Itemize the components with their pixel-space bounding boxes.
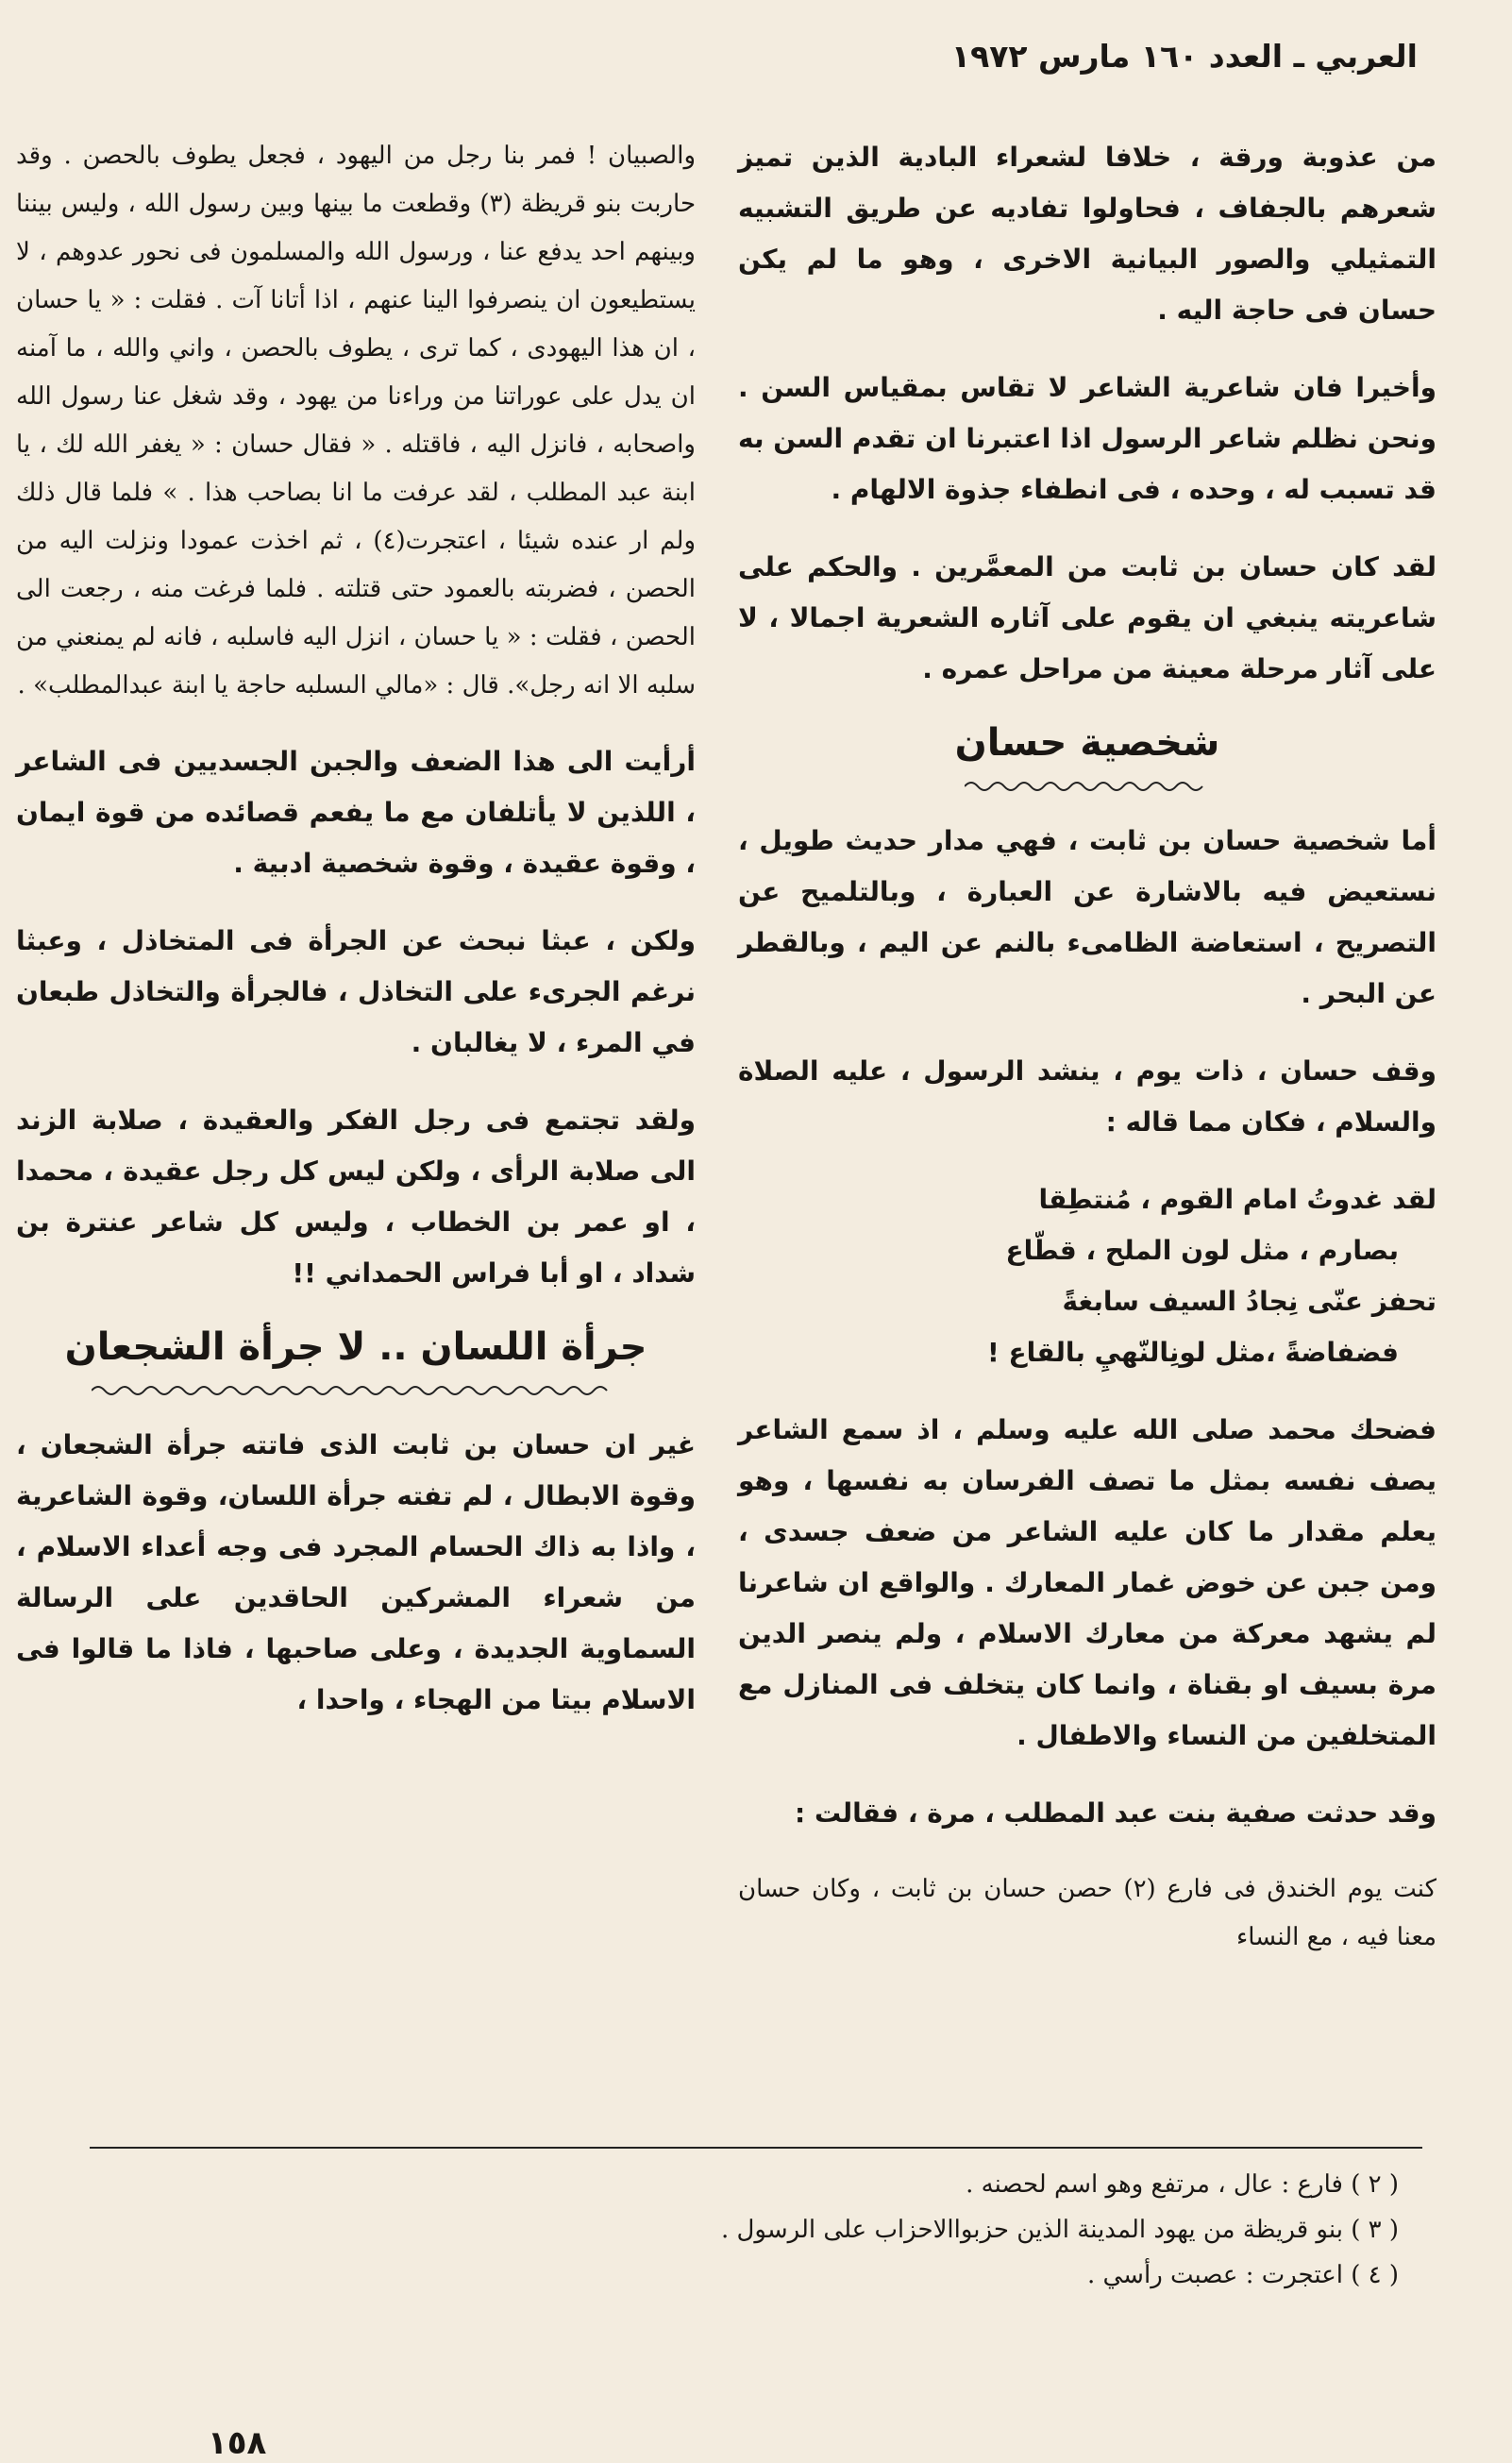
paragraph: وقف حسان ، ذات يوم ، ينشد الرسول ، عليه الصلاة والسلام ، فكان مما قاله :	[738, 1055, 1436, 1138]
paragraph: وقد حدثت صفية بنت عبد المطلب ، مرة ، فقالت :	[795, 1797, 1436, 1829]
poem	[738, 1174, 1436, 1378]
page-number: ١٥٨	[208, 2424, 267, 2462]
quote-paragraph: كنت يوم الخندق فى فارع (٢) حصن حسان بن ثابت ، وكان حسان معنا فيه ، مع النساء	[738, 1875, 1437, 1951]
heading-underline-ornament	[965, 778, 1210, 795]
poem-line: تحفز عنّى نِجادُ السيف سابغةً	[1062, 1286, 1436, 1317]
section-heading: شخصية حسان	[954, 721, 1220, 765]
paragraph: ولقد تجتمع فى رجل الفكر والعقيدة ، صلابة الزند الى صلابة الرأى ، ولكن ليس كل رجل عقيدة ، محمدا ، او عمر بن الخطاب ، وليس كل شاعر عنترة بن شداد ، او أبا فراس الحمداني !!	[16, 1105, 696, 1289]
footnote: ( ٢ ) فارع : عال ، مرتفع وهو اسم لحصنه .	[966, 2170, 1399, 2199]
paragraph: ولكن ، عبثا نبحث عن الجرأة فى المتخاذل ، وعبثا نرغم الجرىء على التخاذل ، فالجرأة والتخاذل طبعان في المرء ، لا يغالبان .	[16, 925, 696, 1058]
quote-paragraph: والصبيان ! فمر بنا رجل من اليهود ، فجعل يطوف بالحصن . وقد حاربت بنو قريظة (٣) وقطعت ما بينها وبين رسول الله ، وليس بيننا وبينهم احد يدفع عنا ، ورسول الله والمسلمون فى نحور عدوهم ، لا يستطيعون ان ينصرفوا الينا عنهم ، اذا أتانا آت . فقلت : « يا حسان ، ان هذا اليهودى ، كما ترى ، يطوف بالحصن ، واني والله ، ما آمنه ان يدل على عوراتنا من وراءنا من يهود ، وقد شغل عنا رسول الله واصحابه ، فانزل اليه ، فاقتله . « فقال حسان : « يغفر الله لك ، يا ابنة عبد المطلب ، لقد عرفت ما انا بصاحب هذا . » فلما قال ذلك ولم ار عنده شيئا ، اعتجرت(٤) ، ثم اخذت عمودا ونزلت اليه من الحصن ، فضربته بالعمود حتى قتلته . فلما فرغت منه ، رجعت الى الحصن ، فقلت : « يا حسان ، انزل اليه فاسلبه ، فانه لم يمنعني من سلبه الا انه رجل». قال : «مالي الىسلبه حاجة يا ابنة عبدالمطلب» .	[16, 142, 697, 700]
footnote-divider	[90, 2147, 1422, 2149]
paragraph: لقد كان حسان بن ثابت من المعمَّرين . والحكم على شاعريته ينبغي ان يقوم على آثاره الشعرية اجمالا ، لا على آثار مرحلة معينة من مراحل عمره .	[738, 551, 1436, 684]
section-heading: جرأة اللسان .. لا جرأة الشجعان	[64, 1325, 647, 1369]
page-header: العربي ـ العدد ١٦٠ مارس ١٩٧٢	[950, 38, 1418, 75]
footnotes	[96, 2162, 1399, 2298]
paragraph: فضحك محمد صلى الله عليه وسلم ، اذ سمع الشاعر يصف نفسه بمثل ما تصف الفرسان به نفسها ، وهو يعلم مقدار ما كان عليه الشاعر من ضعف جسدى ، ومن جبن عن خوض غمار المعارك . والواقع ان شاعرنا لم يشهد معركة من معارك الاسلام ، ولم ينصر الدين مرة بسيف او بقناة ، وانما كان يتخلف فى المنازل مع المتخلفين من النساء والاطفال .	[738, 1414, 1436, 1751]
right-column	[738, 132, 1436, 1988]
footnote: ( ٤ ) اعتجرت : عصبت رأسي .	[1086, 2261, 1399, 2289]
left-column	[16, 132, 696, 1752]
paragraph: غير ان حسان بن ثابت الذى فاتته جرأة الشجعان ، وقوة الابطال ، لم تفته جرأة اللسان، وقوة الشاعرية ، واذا به ذاك الحسام المجرد فى وجه أعداء الاسلام ، من شعراء المشركين الحاقدين على الرسالة السماوية الجديدة ، وعلى صاحبها ، فاذا ما قالوا فى الاسلام بيتا من الهجاء ، واحدا ،	[16, 1429, 696, 1715]
heading-underline-ornament	[92, 1382, 620, 1399]
footnote: ( ٣ ) بنو قريظة من يهود المدينة الذين حزبواالاحزاب على الرسول .	[721, 2216, 1399, 2244]
paragraph: وأخيرا فان شاعرية الشاعر لا تقاس بمقياس السن . ونحن نظلم شاعر الرسول اذا اعتبرنا ان تقدم السن به قد تسبب له ، وحده ، فى انطفاء جذوة الالهام .	[738, 372, 1436, 505]
poem-line: بصارم ، مثل لون الملح ، قطّاع	[1005, 1235, 1399, 1266]
paragraph: من عذوبة ورقة ، خلافا لشعراء البادية الذين تميز شعرهم بالجفاف ، فحاولوا تفاديه عن طريق التشبيه التمثيلي والصور البيانية الاخرى ، وهو ما لم يكن حسان فى حاجة اليه .	[738, 142, 1436, 326]
paragraph: أما شخصية حسان بن ثابت ، فهي مدار حديث طويل ، نستعيض فيه بالاشارة عن العبارة ، وبالتلميح عن التصريح ، استعاضة الظامىء بالنم عن اليم ، وبالقطر عن البحر .	[738, 825, 1436, 1009]
poem-line: لقد غدوتُ امام القوم ، مُنتطِقا	[1038, 1184, 1436, 1215]
paragraph: أرأيت الى هذا الضعف والجبن الجسديين فى الشاعر ، اللذين لا يأتلفان مع ما يفعم قصائده من قوة ايمان ، وقوة عقيدة ، وقوة شخصية ادبية .	[16, 746, 696, 879]
poem-line: فضفاضةً ،مثل لونِالنّهيِ بالقاع !	[987, 1337, 1399, 1368]
